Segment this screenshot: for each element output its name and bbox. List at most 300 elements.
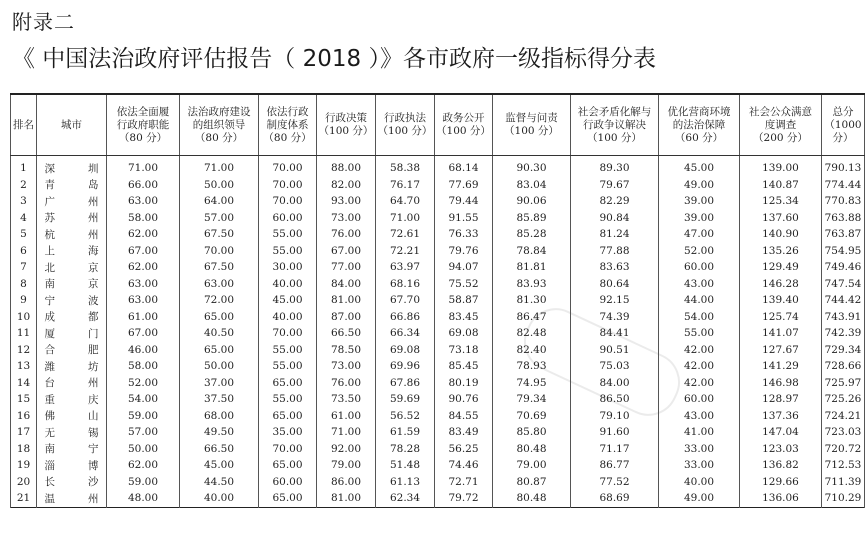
score-cell: 76.33	[435, 226, 493, 243]
column-header: 优化营商环境 的法治保障 （60 分）	[659, 94, 740, 156]
score-cell: 67.00	[107, 325, 180, 342]
score-cell: 86.50	[571, 391, 659, 408]
score-cell: 82.48	[493, 325, 571, 342]
score-cell: 63.00	[180, 276, 259, 293]
city-name: 广州	[44, 195, 99, 208]
score-cell: 39.00	[659, 210, 740, 227]
score-cell: 72.61	[376, 226, 435, 243]
score-cell: 84.55	[435, 408, 493, 425]
table-row	[11, 391, 865, 408]
score-cell: 78.84	[493, 243, 571, 260]
table-row	[11, 156, 865, 177]
score-cell: 136.82	[740, 457, 822, 474]
score-cell: 79.72	[435, 490, 493, 507]
score-cell: 86.00	[317, 474, 376, 491]
score-cell: 135.26	[740, 243, 822, 260]
score-cell: 743.91	[822, 309, 865, 326]
city-name: 重庆	[44, 393, 99, 406]
score-cell: 71.17	[571, 441, 659, 458]
score-cell: 44.50	[180, 474, 259, 491]
score-cell: 68.00	[180, 408, 259, 425]
score-cell: 71.00	[180, 156, 259, 177]
score-cell: 64.00	[180, 193, 259, 210]
table-row	[11, 408, 865, 425]
score-cell: 77.00	[317, 259, 376, 276]
score-cell: 65.00	[259, 408, 317, 425]
column-header: 法治政府建设 的组织领导 （80 分）	[180, 94, 259, 156]
score-cell: 711.39	[822, 474, 865, 491]
city-cell	[37, 391, 107, 408]
city-name: 成都	[44, 311, 99, 324]
score-cell: 79.67	[571, 177, 659, 194]
rank-cell: 9	[11, 292, 37, 309]
rank-cell: 8	[11, 276, 37, 293]
score-cell: 45.00	[259, 292, 317, 309]
score-cell: 80.48	[493, 441, 571, 458]
city-name: 无锡	[44, 426, 99, 439]
score-cell: 79.10	[571, 408, 659, 425]
score-cell: 79.76	[435, 243, 493, 260]
score-cell: 82.40	[493, 342, 571, 359]
score-cell: 69.96	[376, 358, 435, 375]
city-name: 厦门	[44, 327, 99, 340]
score-cell: 146.28	[740, 276, 822, 293]
city-name: 北京	[44, 261, 99, 274]
score-cell: 52.00	[107, 375, 180, 392]
score-cell: 50.00	[107, 441, 180, 458]
score-cell: 67.50	[180, 259, 259, 276]
score-cell: 55.00	[259, 391, 317, 408]
table-row	[11, 441, 865, 458]
column-header: 依法行政 制度体系 （80 分）	[259, 94, 317, 156]
score-cell: 57.00	[107, 424, 180, 441]
score-cell: 64.70	[376, 193, 435, 210]
score-cell: 58.00	[107, 358, 180, 375]
score-cell: 68.16	[376, 276, 435, 293]
score-cell: 61.00	[317, 408, 376, 425]
score-cell: 74.39	[571, 309, 659, 326]
city-name: 宁波	[44, 294, 99, 307]
score-cell: 71.00	[317, 424, 376, 441]
city-name: 潍坊	[44, 360, 99, 373]
table-row	[11, 490, 865, 507]
score-cell: 139.40	[740, 292, 822, 309]
rank-cell: 14	[11, 375, 37, 392]
city-name: 南京	[44, 278, 99, 291]
score-cell: 70.69	[493, 408, 571, 425]
score-cell: 83.49	[435, 424, 493, 441]
column-header: 总分 （1000 分）	[822, 94, 865, 156]
score-cell: 92.15	[571, 292, 659, 309]
score-cell: 65.00	[259, 457, 317, 474]
score-cell: 90.84	[571, 210, 659, 227]
table-row	[11, 210, 865, 227]
score-cell: 763.87	[822, 226, 865, 243]
score-cell: 77.88	[571, 243, 659, 260]
table-row	[11, 276, 865, 293]
score-cell: 68.14	[435, 156, 493, 177]
score-cell: 79.00	[493, 457, 571, 474]
city-cell	[37, 441, 107, 458]
score-cell: 55.00	[259, 358, 317, 375]
score-cell: 59.00	[107, 474, 180, 491]
score-cell: 70.00	[259, 441, 317, 458]
score-cell: 93.00	[317, 193, 376, 210]
score-cell: 84.00	[317, 276, 376, 293]
score-cell: 90.76	[435, 391, 493, 408]
score-cell: 56.25	[435, 441, 493, 458]
score-cell: 84.00	[571, 375, 659, 392]
score-cell: 91.55	[435, 210, 493, 227]
score-cell: 78.50	[317, 342, 376, 359]
score-cell: 88.00	[317, 156, 376, 177]
score-cell: 710.29	[822, 490, 865, 507]
score-cell: 79.44	[435, 193, 493, 210]
score-cell: 56.52	[376, 408, 435, 425]
city-cell	[37, 342, 107, 359]
score-cell: 729.34	[822, 342, 865, 359]
score-cell: 33.00	[659, 441, 740, 458]
score-cell: 54.00	[107, 391, 180, 408]
score-cell: 37.50	[180, 391, 259, 408]
score-cell: 80.87	[493, 474, 571, 491]
score-cell: 59.69	[376, 391, 435, 408]
score-cell: 742.39	[822, 325, 865, 342]
score-cell: 80.64	[571, 276, 659, 293]
score-cell: 90.30	[493, 156, 571, 177]
score-cell: 123.03	[740, 441, 822, 458]
column-header: 行政执法 （100 分）	[376, 94, 435, 156]
score-cell: 45.00	[659, 156, 740, 177]
score-cell: 73.50	[317, 391, 376, 408]
score-cell: 69.08	[376, 342, 435, 359]
city-cell	[37, 276, 107, 293]
city-cell	[37, 474, 107, 491]
score-cell: 70.00	[259, 325, 317, 342]
score-cell: 70.00	[180, 243, 259, 260]
score-cell: 85.45	[435, 358, 493, 375]
score-cell: 127.67	[740, 342, 822, 359]
table-row	[11, 457, 865, 474]
score-cell: 91.60	[571, 424, 659, 441]
score-cell: 59.00	[107, 408, 180, 425]
score-cell: 44.00	[659, 292, 740, 309]
score-cell: 67.86	[376, 375, 435, 392]
rank-cell: 21	[11, 490, 37, 507]
score-cell: 774.44	[822, 177, 865, 194]
score-cell: 85.80	[493, 424, 571, 441]
score-cell: 37.00	[180, 375, 259, 392]
score-cell: 60.00	[659, 391, 740, 408]
city-cell	[37, 424, 107, 441]
score-cell: 42.00	[659, 342, 740, 359]
city-name: 温州	[44, 492, 99, 505]
score-cell: 81.00	[317, 292, 376, 309]
score-cell: 71.00	[376, 210, 435, 227]
city-cell	[37, 325, 107, 342]
score-cell: 70.00	[259, 177, 317, 194]
table-row	[11, 259, 865, 276]
score-cell: 139.00	[740, 156, 822, 177]
score-cell: 42.00	[659, 375, 740, 392]
rank-cell: 16	[11, 408, 37, 425]
score-cell: 84.41	[571, 325, 659, 342]
score-cell: 30.00	[259, 259, 317, 276]
score-cell: 77.52	[571, 474, 659, 491]
score-cell: 87.00	[317, 309, 376, 326]
score-cell: 146.98	[740, 375, 822, 392]
score-cell: 47.00	[659, 226, 740, 243]
column-header: 政务公开 （100 分）	[435, 94, 493, 156]
score-cell: 712.53	[822, 457, 865, 474]
column-header: 排名	[11, 94, 37, 156]
score-cell: 55.00	[659, 325, 740, 342]
score-cell: 73.18	[435, 342, 493, 359]
column-header: 依法全面履 行政府职能 （80 分）	[107, 94, 180, 156]
column-header: 行政决策 （100 分）	[317, 94, 376, 156]
table-row	[11, 424, 865, 441]
score-cell: 80.48	[493, 490, 571, 507]
rank-cell: 12	[11, 342, 37, 359]
score-cell: 76.00	[317, 375, 376, 392]
column-header: 城市	[37, 94, 107, 156]
score-cell: 63.00	[107, 276, 180, 293]
city-name: 合肥	[44, 344, 99, 357]
score-cell: 67.50	[180, 226, 259, 243]
score-cell: 49.50	[180, 424, 259, 441]
table-row	[11, 342, 865, 359]
score-cell: 66.00	[107, 177, 180, 194]
city-name: 佛山	[44, 410, 99, 423]
score-cell: 83.63	[571, 259, 659, 276]
score-cell: 45.00	[180, 457, 259, 474]
score-cell: 125.74	[740, 309, 822, 326]
rank-cell: 20	[11, 474, 37, 491]
score-cell: 82.29	[571, 193, 659, 210]
score-cell: 61.13	[376, 474, 435, 491]
score-cell: 129.49	[740, 259, 822, 276]
rank-cell: 10	[11, 309, 37, 326]
score-cell: 720.72	[822, 441, 865, 458]
score-cell: 46.00	[107, 342, 180, 359]
city-cell	[37, 375, 107, 392]
score-cell: 81.24	[571, 226, 659, 243]
score-cell: 70.00	[259, 193, 317, 210]
table-row	[11, 193, 865, 210]
score-cell: 62.00	[107, 259, 180, 276]
table-row	[11, 292, 865, 309]
city-name: 杭州	[44, 228, 99, 241]
score-cell: 140.90	[740, 226, 822, 243]
table-row	[11, 226, 865, 243]
city-cell	[37, 408, 107, 425]
score-cell: 77.69	[435, 177, 493, 194]
score-cell: 60.00	[259, 210, 317, 227]
score-cell: 749.46	[822, 259, 865, 276]
score-cell: 73.00	[317, 210, 376, 227]
score-cell: 39.00	[659, 193, 740, 210]
rank-cell: 5	[11, 226, 37, 243]
score-cell: 72.71	[435, 474, 493, 491]
score-cell: 49.00	[659, 490, 740, 507]
score-cell: 747.54	[822, 276, 865, 293]
score-cell: 65.00	[259, 375, 317, 392]
rank-cell: 17	[11, 424, 37, 441]
table-row	[11, 474, 865, 491]
score-cell: 60.00	[259, 474, 317, 491]
city-name: 苏州	[44, 212, 99, 225]
score-cell: 66.86	[376, 309, 435, 326]
score-cell: 725.97	[822, 375, 865, 392]
city-cell	[37, 156, 107, 177]
score-cell: 55.00	[259, 243, 317, 260]
city-score-table	[10, 93, 865, 508]
score-cell: 79.00	[317, 457, 376, 474]
rank-cell: 4	[11, 210, 37, 227]
rank-cell: 15	[11, 391, 37, 408]
score-cell: 85.28	[493, 226, 571, 243]
table-header-row	[11, 94, 865, 156]
column-header: 监督与问责 （100 分）	[493, 94, 571, 156]
rank-cell: 18	[11, 441, 37, 458]
report-title: 《 中国法治政府评估报告（ 2018 ）》各市政府一级指标得分表	[12, 46, 656, 72]
appendix-label: 附录二	[12, 10, 75, 34]
score-cell: 58.87	[435, 292, 493, 309]
score-cell: 136.06	[740, 490, 822, 507]
score-cell: 50.00	[180, 177, 259, 194]
city-cell	[37, 457, 107, 474]
score-cell: 40.00	[180, 490, 259, 507]
score-cell: 50.00	[180, 358, 259, 375]
score-cell: 61.59	[376, 424, 435, 441]
score-cell: 81.30	[493, 292, 571, 309]
score-cell: 137.60	[740, 210, 822, 227]
table-row	[11, 309, 865, 326]
score-cell: 49.00	[659, 177, 740, 194]
score-cell: 65.00	[259, 490, 317, 507]
score-cell: 90.06	[493, 193, 571, 210]
table-row	[11, 243, 865, 260]
score-cell: 723.03	[822, 424, 865, 441]
score-cell: 63.97	[376, 259, 435, 276]
score-cell: 70.00	[259, 156, 317, 177]
score-cell: 62.00	[107, 457, 180, 474]
score-cell: 74.95	[493, 375, 571, 392]
score-cell: 54.00	[659, 309, 740, 326]
score-cell: 92.00	[317, 441, 376, 458]
score-cell: 74.46	[435, 457, 493, 474]
score-cell: 763.88	[822, 210, 865, 227]
score-cell: 57.00	[180, 210, 259, 227]
city-cell	[37, 210, 107, 227]
city-name: 长沙	[44, 476, 99, 489]
city-name: 台州	[44, 377, 99, 390]
score-cell: 728.66	[822, 358, 865, 375]
score-cell: 63.00	[107, 193, 180, 210]
score-cell: 125.34	[740, 193, 822, 210]
score-cell: 58.00	[107, 210, 180, 227]
score-cell: 86.47	[493, 309, 571, 326]
column-header: 社会矛盾化解与 行政争议解决 （100 分）	[571, 94, 659, 156]
city-cell	[37, 490, 107, 507]
rank-cell: 2	[11, 177, 37, 194]
score-cell: 128.97	[740, 391, 822, 408]
score-cell: 90.51	[571, 342, 659, 359]
score-cell: 94.07	[435, 259, 493, 276]
score-cell: 67.70	[376, 292, 435, 309]
score-cell: 67.00	[107, 243, 180, 260]
city-cell	[37, 309, 107, 326]
score-cell: 55.00	[259, 226, 317, 243]
score-cell: 81.81	[493, 259, 571, 276]
score-cell: 68.69	[571, 490, 659, 507]
city-cell	[37, 243, 107, 260]
score-cell: 66.50	[317, 325, 376, 342]
rank-cell: 13	[11, 358, 37, 375]
score-cell: 65.00	[180, 342, 259, 359]
city-cell	[37, 177, 107, 194]
score-cell: 80.19	[435, 375, 493, 392]
score-cell: 62.34	[376, 490, 435, 507]
score-cell: 40.00	[259, 309, 317, 326]
score-cell: 724.21	[822, 408, 865, 425]
score-cell: 60.00	[659, 259, 740, 276]
score-cell: 129.66	[740, 474, 822, 491]
table-body	[11, 156, 865, 508]
score-cell: 69.08	[435, 325, 493, 342]
city-cell	[37, 358, 107, 375]
score-cell: 141.07	[740, 325, 822, 342]
score-cell: 141.29	[740, 358, 822, 375]
score-cell: 48.00	[107, 490, 180, 507]
score-cell: 61.00	[107, 309, 180, 326]
score-cell: 67.00	[317, 243, 376, 260]
score-cell: 66.50	[180, 441, 259, 458]
score-cell: 40.00	[659, 474, 740, 491]
score-cell: 78.93	[493, 358, 571, 375]
score-cell: 43.00	[659, 276, 740, 293]
score-cell: 83.45	[435, 309, 493, 326]
city-name: 淄博	[44, 459, 99, 472]
score-cell: 52.00	[659, 243, 740, 260]
score-cell: 89.30	[571, 156, 659, 177]
score-cell: 55.00	[259, 342, 317, 359]
score-cell: 75.52	[435, 276, 493, 293]
city-name: 青岛	[44, 179, 99, 192]
table-row	[11, 375, 865, 392]
score-cell: 85.89	[493, 210, 571, 227]
rank-cell: 19	[11, 457, 37, 474]
score-cell: 770.83	[822, 193, 865, 210]
score-cell: 790.13	[822, 156, 865, 177]
table-row	[11, 177, 865, 194]
column-header: 社会公众满意 度调查 （200 分）	[740, 94, 822, 156]
score-cell: 43.00	[659, 408, 740, 425]
score-cell: 137.36	[740, 408, 822, 425]
score-cell: 83.93	[493, 276, 571, 293]
score-cell: 86.77	[571, 457, 659, 474]
table-row	[11, 325, 865, 342]
rank-cell: 11	[11, 325, 37, 342]
city-cell	[37, 226, 107, 243]
score-cell: 754.95	[822, 243, 865, 260]
score-cell: 147.04	[740, 424, 822, 441]
table-row	[11, 358, 865, 375]
score-cell: 40.00	[259, 276, 317, 293]
score-cell: 82.00	[317, 177, 376, 194]
score-cell: 65.00	[180, 309, 259, 326]
score-cell: 40.50	[180, 325, 259, 342]
